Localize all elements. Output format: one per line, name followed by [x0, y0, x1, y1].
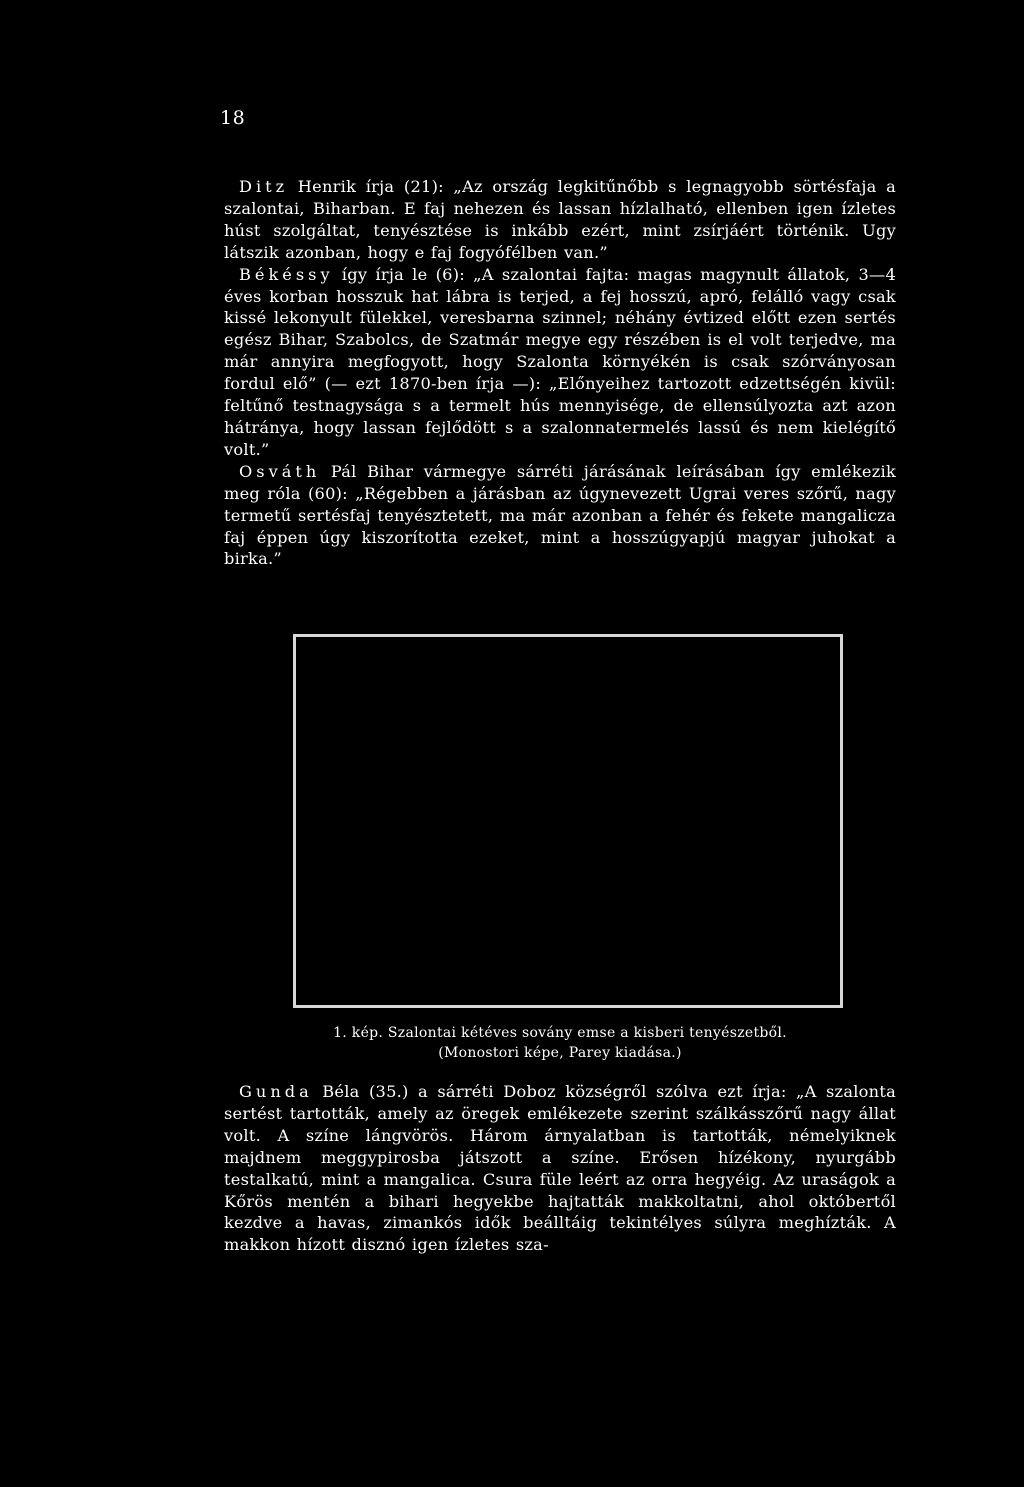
- paragraph-text: Pál Bihar vármegye sárréti járásának leírásában így emlékezik meg róla (60): „Régebben a járásban az úgynevezett Ugrai veres szőrű, nagy termetű sertésfaj tenyésztetett, ma már azonban a fehér és fekete mangalicza faj éppen úgy kiszorította ezeket, mint a hosszúgyapjú magyar juhokat a birka.”: [224, 461, 896, 569]
- paragraph-text: így írja le (6): „A szalontai fajta: magas magynult állatok, 3—4 éves korban hosszuk hat lábra is terjed, a fej hosszú, apró, felálló vagy csak kissé lekonyult fülekkel, veresbarna szinnel; néhány évtized előtt ezen sertés egész Bihar, Szabolcs, de Szatmár megye egy részében is el volt terjedve, ma már annyira megfogyott, hogy Szalonta környékén is csak szórványosan fordul elő” (— ezt 1870-ben írja —): „Előnyeihez tartozott edzettségén kivül: feltűnő testnagysága s a termelt hús mennyisége, de ellensúlyozta azt azon hátránya, hogy lassan fejlődött s a szalonnatermelés lassú és nem kielégítő volt.”: [224, 264, 896, 459]
- paragraph-gunda: [224, 1081, 896, 1256]
- paragraph-ditz: [224, 176, 896, 264]
- figure-image-frame: [293, 634, 843, 1008]
- page-number: 18: [220, 107, 246, 129]
- figure-caption-title: 1. kép. Szalontai kétéves sovány emse a kisberi tenyészetből.: [333, 1025, 787, 1041]
- figure-caption: [224, 1023, 896, 1063]
- paragraph-bekessy: [224, 264, 896, 461]
- figure-caption-credit: (Monostori képe, Parey kiadása.): [438, 1045, 682, 1061]
- author-name: Ditz: [239, 177, 289, 196]
- paragraph-text: Béla (35.) a sárréti Doboz községről szólva ezt írja: „A szalonta sertést tartották, amely az öregek emlékezete szerint szálkásszőrű nagy állat volt. A színe lángvörös. Három árnyalatban is tartották, némelyiknek majdnem meggypirosba játszott a színe. Erősen hízékony, nyurgább testalkatú, mint a mangalica. Csura füle leért az orra hegyéig. Az uraságok a Kőrös mentén a bihari hegyekbe hajtatták makkoltatni, ahol októbertől kezdve a havas, zimankós idők beálltáig tekintélyes súlyra meghízták. A makkon hízott disznó igen ízletes sza-: [224, 1082, 896, 1255]
- text-block-upper: [224, 176, 896, 570]
- text-block-lower: [224, 1081, 896, 1256]
- paragraph-text: Henrik írja (21): „Az ország legkitűnőbb s legnagyobb sörtésfaja a szalontai, Biharban. E faj nehezen és lassan hízlalható, ellenben igen ízletes húst szolgáltat, tenyésztése is inkább ezért, mint zsírjáért történik. Ugy látszik azonban, hogy e faj fogyófélben van.”: [224, 177, 896, 262]
- author-name: Gunda: [239, 1082, 313, 1101]
- author-name: Békéssy: [239, 264, 334, 284]
- paragraph-osvath: [224, 461, 896, 571]
- author-name: Osváth: [239, 461, 321, 481]
